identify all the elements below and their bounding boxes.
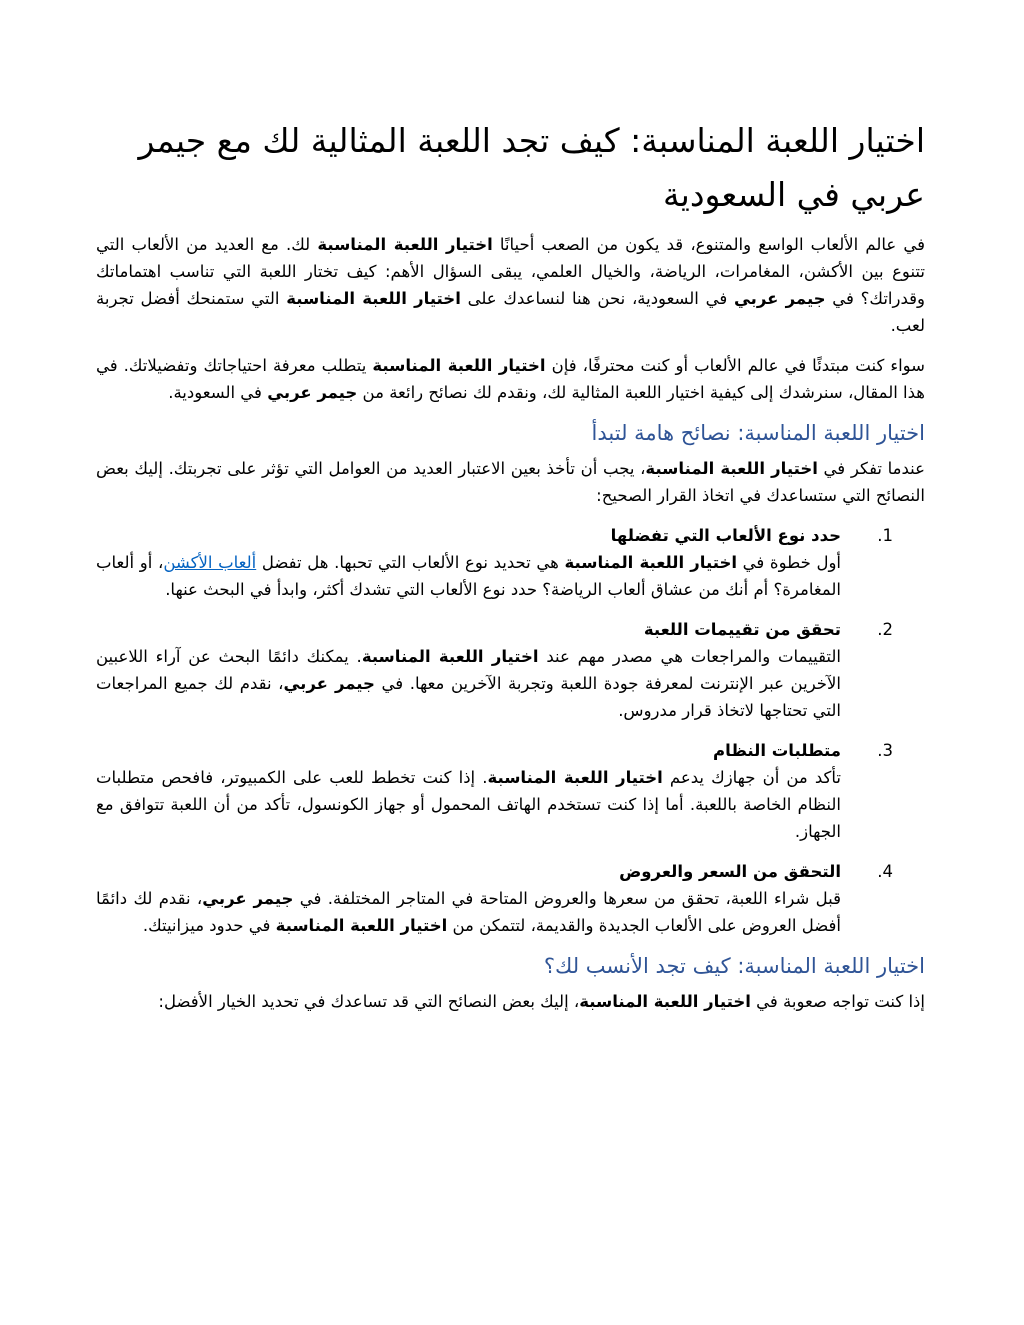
text-run: التي ستمنحك أفضل تجربة لعب. [96, 289, 925, 335]
list-item-body [96, 549, 841, 603]
find-intro-paragraph [96, 988, 925, 1015]
list-item-title: حدد نوع الألعاب التي تفضلها [610, 526, 841, 545]
bold-text-run: جيمر عربي [267, 383, 358, 402]
text-run: لك. مع العديد من الألعاب التي تتنوع بين الأكشن، المغامرات، الرياضة، والخيال العلمي، يبقى السؤال الأهم: كيف تختار اللعبة التي تناسب اهتماماتك وقدراتك؟ في [96, 235, 926, 308]
bold-text-run: اختيار اللعبة المناسبة [564, 553, 737, 572]
text-run: . إذا كنت تخطط للعب على الكمبيوتر، فافحص متطلبات النظام الخاصة باللعبة. أما إذا كنت تستخدم الهاتف المحمول أو جهاز الكونسول، تأكد من أن اللعبة تتوافق مع الجهاز. [96, 768, 841, 841]
text-run: عندما تفكر في [817, 459, 926, 478]
bold-text-run: اختيار اللعبة المناسبة [275, 916, 448, 935]
bold-text-run: اختيار اللعبة المناسبة [645, 459, 818, 478]
text-run: يتطلب معرفة احتياجاتك وتفضيلاتك. في هذا المقال، سنرشدك إلى كيفية اختيار اللعبة المثالية لك، ونقدم لك نصائح رائعة من [96, 356, 925, 402]
bold-text-run: اختيار اللعبة المناسبة [487, 768, 663, 787]
section-heading-tips: اختيار اللعبة المناسبة: نصائح هامة لتبدأ [591, 421, 925, 445]
text-run: ، نقدم لك جميع المراجعات التي تحتاجها لاتخاذ قرار مدروس. [96, 674, 841, 720]
document-title: اختيار اللعبة المناسبة: كيف تجد اللعبة المثالية لك مع جيمر عربي في السعودية [138, 121, 925, 214]
bold-text-run: اختيار اللعبة المناسبة [361, 647, 539, 666]
bold-text-run: اختيار اللعبة المناسبة [286, 289, 461, 308]
text-run: ، أو ألعاب المغامرة؟ أم أنك من عشاق ألعاب الرياضة؟ حدد نوع الألعاب التي تشدك أكثر، وابدأ في البحث عنها. [96, 553, 841, 599]
list-item-title: متطلبات النظام [713, 741, 841, 760]
tips-list-item [96, 522, 925, 603]
text-run: في السعودية. [168, 383, 268, 402]
text-run: ، يجب أن تأخذ بعين الاعتبار العديد من العوامل التي تؤثر على تجربتك. إليك بعض النصائح التي ستساعدك في اتخاذ القرار الصحيح: [96, 459, 925, 505]
list-item-number: 3. [877, 741, 893, 760]
bold-text-run: جيمر عربي [283, 674, 375, 693]
text-run: هي تحديد نوع الألعاب التي تحبها. هل تفضل [256, 553, 565, 572]
tips-list-item [96, 858, 925, 939]
text-run: سواء كنت مبتدئًا في عالم الألعاب أو كنت محترفًا، فإن [545, 356, 926, 375]
list-item-body [96, 764, 841, 845]
text-run: في حدود ميزانيتك. [142, 916, 276, 935]
text-run: ، إليك بعض النصائح التي قد تساعدك في تحديد الخيار الأفضل: [158, 992, 580, 1011]
bold-text-run: اختيار اللعبة المناسبة [372, 356, 546, 375]
bold-text-run: اختيار اللعبة المناسبة [317, 235, 493, 254]
text-run: ، نقدم لك دائمًا أفضل العروض على الألعاب الجديدة والقديمة، لتتمكن من [96, 889, 841, 935]
intro-paragraph-2 [96, 352, 925, 406]
list-item-number: 1. [877, 526, 893, 545]
bold-text-run: جيمر عربي [733, 289, 826, 308]
tips-list-item [96, 616, 925, 724]
bold-text-run: اختيار اللعبة المناسبة [579, 992, 751, 1011]
tips-list [96, 522, 925, 939]
tips-intro-paragraph [96, 455, 925, 509]
list-item-body [96, 885, 841, 939]
text-run: في السعودية، نحن هنا لنساعدك على [460, 289, 734, 308]
action-games-link[interactable]: ألعاب الأكشن [163, 553, 257, 572]
text-run: تأكد من أن جهازك يدعم [662, 768, 841, 787]
text-run: أول خطوة في [737, 553, 842, 572]
bold-text-run: جيمر عربي [202, 889, 294, 908]
list-item-title: تحقق من تقييمات اللعبة [643, 620, 841, 639]
text-run: إذا كنت تواجه صعوبة في [750, 992, 925, 1011]
text-run: قبل شراء اللعبة، تحقق من سعرها والعروض المتاحة في المتاجر المختلفة. في [293, 889, 842, 908]
tips-list-item [96, 737, 925, 845]
list-item-body [96, 643, 841, 724]
text-run: في عالم الألعاب الواسع والمتنوع، قد يكون من الصعب أحيانًا [492, 235, 925, 254]
section-heading-find: اختيار اللعبة المناسبة: كيف تجد الأنسب لك؟ [543, 954, 925, 978]
list-item-number: 4. [877, 862, 893, 881]
list-item-number: 2. [877, 620, 893, 639]
text-run: . يمكنك دائمًا البحث عن آراء اللاعبين الآخرين عبر الإنترنت لمعرفة جودة اللعبة وتجربة الآخرين معها. في [96, 647, 841, 693]
text-run: التقييمات والمراجعات هي مصدر مهم عند [538, 647, 842, 666]
intro-paragraph-1 [96, 231, 925, 339]
list-item-title: التحقق من السعر والعروض [619, 862, 841, 881]
